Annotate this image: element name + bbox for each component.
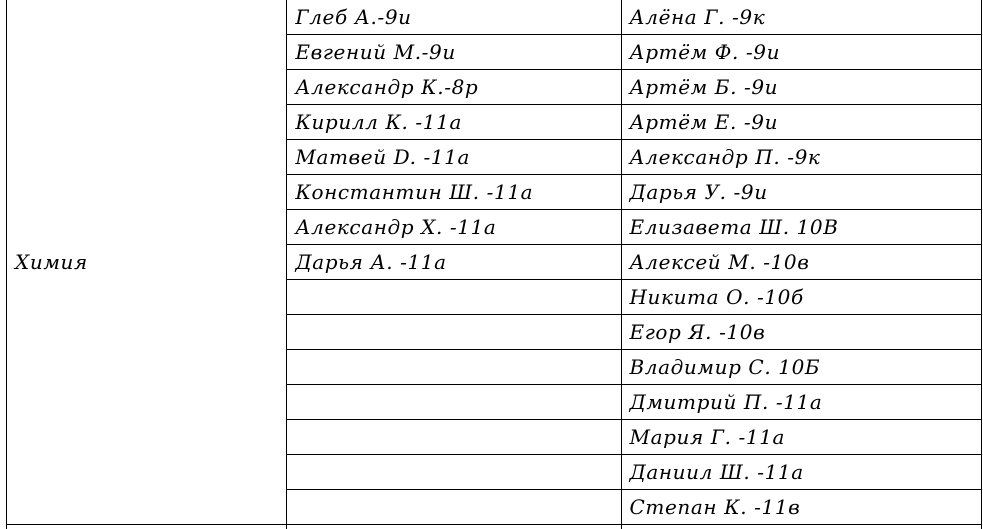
- student-left: [287, 420, 621, 455]
- student-right: Александр П. -9к: [621, 140, 982, 175]
- student-right: Алёна Г. -9к: [621, 0, 982, 35]
- student-right: Дмитрий П. -11а: [621, 385, 982, 420]
- student-right: Владимир С. 10Б: [621, 350, 982, 385]
- student-right: Елизавета Ш. 10В: [621, 210, 982, 245]
- student-right: Егор Я. -10в: [621, 315, 982, 350]
- student-left: Глеб А.-9и: [287, 0, 621, 35]
- student-left: Александр Х. -11а: [287, 210, 621, 245]
- student-right: Дарья У. -9и: [621, 175, 982, 210]
- student-left: [287, 490, 621, 525]
- next-row-cell: [7, 525, 287, 529]
- student-left: Матвей D. -11а: [287, 140, 621, 175]
- student-right: Алексей М. -10в: [621, 245, 982, 280]
- student-left: Дарья А. -11а: [287, 245, 621, 280]
- table-row: [7, 0, 982, 35]
- student-left: Александр К.-8р: [287, 70, 621, 105]
- student-left: [287, 280, 621, 315]
- table-body: [7, 0, 982, 529]
- student-left: [287, 350, 621, 385]
- subject-cell: Химия: [7, 0, 287, 525]
- next-row-cell: [287, 525, 621, 529]
- student-right: Артём Е. -9и: [621, 105, 982, 140]
- student-left: Константин Ш. -11а: [287, 175, 621, 210]
- student-right: Даниил Ш. -11а: [621, 455, 982, 490]
- student-left: [287, 455, 621, 490]
- student-right: Степан К. -11в: [621, 490, 982, 525]
- table-row-next: [7, 525, 982, 529]
- student-left: [287, 315, 621, 350]
- student-right: Артём Б. -9и: [621, 70, 982, 105]
- student-right: Мария Г. -11а: [621, 420, 982, 455]
- student-right: Никита О. -10б: [621, 280, 982, 315]
- next-row-cell: [621, 525, 982, 529]
- student-right: Артём Ф. -9и: [621, 35, 982, 70]
- student-left: [287, 385, 621, 420]
- students-table: [6, 0, 982, 529]
- student-left: Кирилл К. -11а: [287, 105, 621, 140]
- student-left: Евгений М.-9и: [287, 35, 621, 70]
